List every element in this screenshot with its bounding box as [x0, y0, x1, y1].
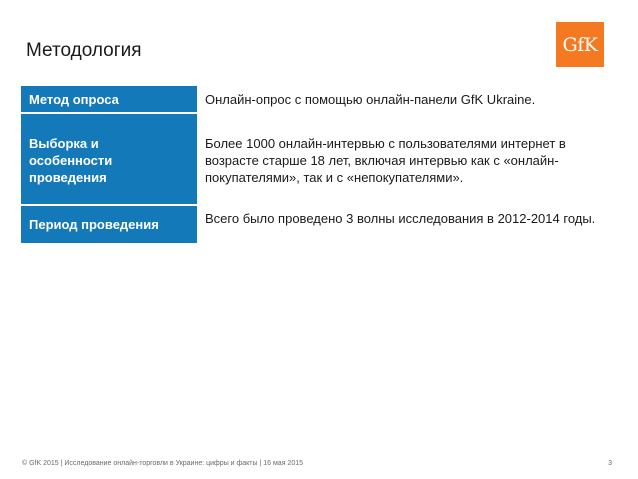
value-text: Всего было проведено 3 волны исследования в 2012-2014 годы. — [205, 211, 596, 226]
table-value-sample — [205, 135, 615, 186]
footer-text: © GfK 2015 | Исследование онлайн-торговли в Украине: цифры и факты | 16 мая 2015 — [22, 460, 304, 467]
table-value-method — [205, 91, 617, 108]
label-text: Метод опроса — [29, 92, 119, 107]
table-label-method — [21, 86, 197, 112]
page-number: 3 — [608, 460, 612, 467]
logo-text: GfK — [562, 33, 598, 56]
table-label-sample — [21, 114, 197, 204]
page-title: Методология — [26, 40, 142, 61]
label-text: Выборка и особенности проведения — [29, 136, 113, 185]
value-text: Более 1000 онлайн-интервью с пользователями интернет в возрасте старше 18 лет, включая интервью как с «онлайн-покупателями», так и с «непокупателями». — [205, 136, 566, 185]
gfk-logo — [556, 22, 604, 67]
table-label-period — [21, 206, 197, 243]
value-text: Онлайн-опрос с помощью онлайн-панели GfK Ukraine. — [205, 92, 536, 107]
label-text: Период проведения — [29, 217, 159, 232]
table-value-period — [205, 210, 615, 227]
